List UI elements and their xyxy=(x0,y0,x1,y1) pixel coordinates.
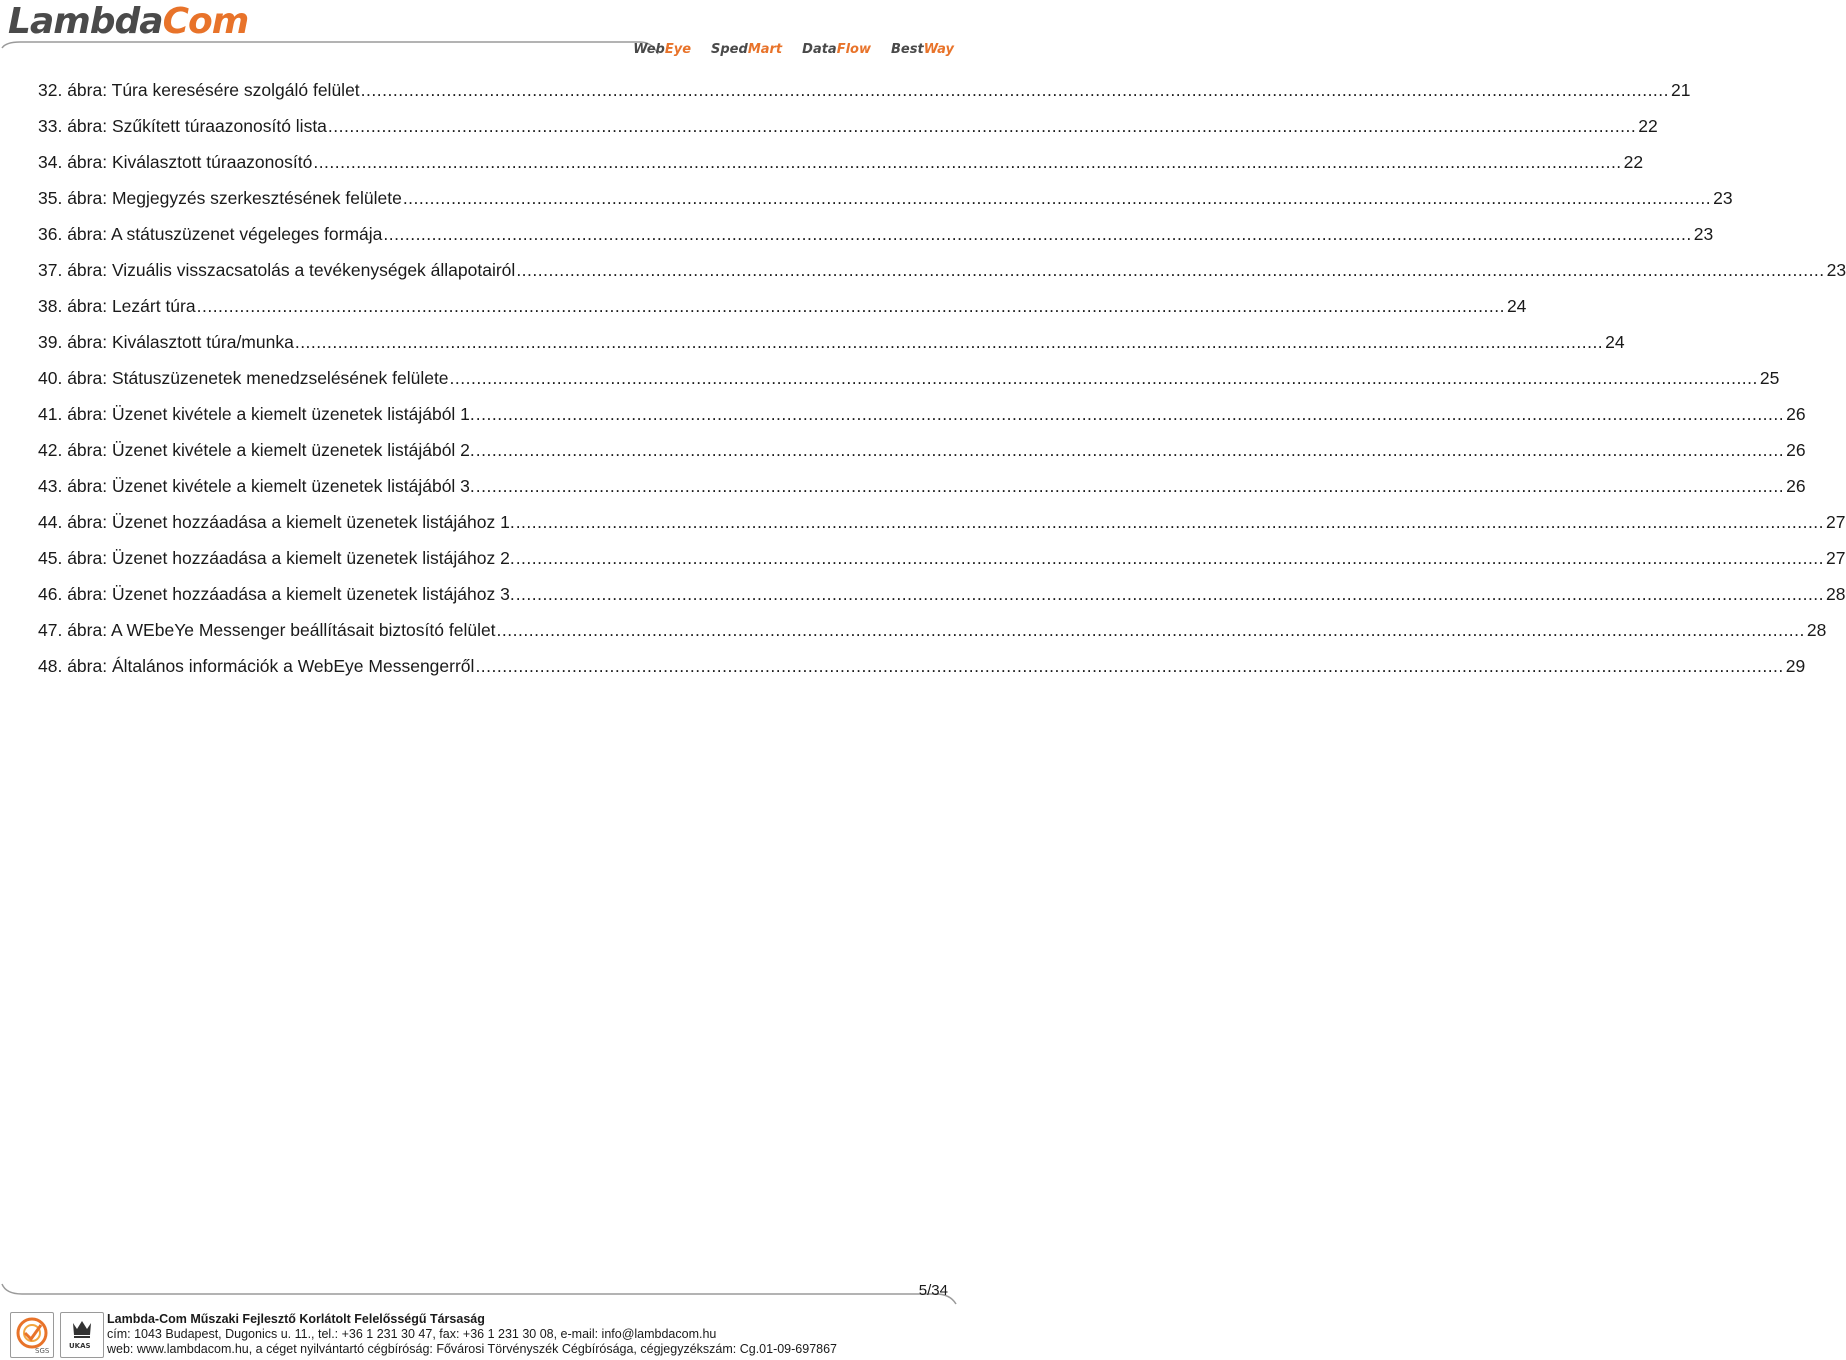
toc-dot-leader: .................................................................................................................................................................................................................................................... xyxy=(360,80,1670,100)
toc-entry[interactable] xyxy=(38,616,1827,652)
company-registry: web: www.lambdacom.hu, a céget nyilvántartó cégbíróság: Fővárosi Törvényszék Cégbírósága, cégjegyzékszám: Cg.01-09-697867 xyxy=(107,1342,838,1356)
toc-entry[interactable] xyxy=(38,292,1527,328)
toc-entry-label: 33. ábra: Szűkített túraazonosító lista xyxy=(38,116,327,136)
toc-entry-page: 22 xyxy=(1623,152,1644,172)
toc-entry-label: 37. ábra: Vizuális visszacsatolás a tevékenységek állapotairól xyxy=(38,260,516,280)
toc-entry-page: 26 xyxy=(1786,440,1806,460)
certification-badges xyxy=(10,1312,104,1358)
toc-dot-leader: .................................................................................................................................................................................................................................................... xyxy=(383,224,1692,244)
toc-entry-label: 47. ábra: A WEbeYe Messenger beállításait biztosító felület xyxy=(38,620,496,640)
company-address: cím: 1043 Budapest, Dugonics u. 11., tel.: +36 1 231 30 47, fax: +36 1 231 30 08, e-mail: info@lambdacom.hu xyxy=(107,1327,717,1341)
toc-entry[interactable] xyxy=(38,436,1806,472)
toc-entry-label: 40. ábra: Státuszüzenetek menedzselésének felülete xyxy=(38,368,449,388)
toc-dot-leader: .................................................................................................................................................................................................................................................... xyxy=(294,332,1604,352)
toc-entry-page: 23 xyxy=(1693,224,1714,244)
toc-dot-leader: .................................................................................................................................................................................................................................................... xyxy=(313,152,1622,172)
toc-entry[interactable] xyxy=(38,472,1806,508)
footer-swoosh-line xyxy=(0,1270,960,1310)
toc-entry[interactable] xyxy=(38,184,1733,220)
toc-entry[interactable] xyxy=(38,112,1658,148)
toc-entry-page: 23 xyxy=(1826,260,1846,280)
toc-entry-page: 24 xyxy=(1506,296,1527,316)
sgs-certification-badge xyxy=(10,1312,54,1358)
toc-entry-page: 24 xyxy=(1605,332,1625,352)
toc-entry[interactable] xyxy=(38,508,1846,544)
toc-dot-leader: .................................................................................................................................................................................................................................................... xyxy=(515,512,1825,532)
toc-dot-leader: .................................................................................................................................................................................................................................................... xyxy=(515,548,1825,568)
toc-entry-label: 34. ábra: Kiválasztott túraazonosító xyxy=(38,152,313,172)
ukas-certification-badge xyxy=(60,1312,104,1358)
toc-entry-label: 43. ábra: Üzenet kivétele a kiemelt üzenetek listájából 3. xyxy=(38,476,475,496)
toc-dot-leader: .................................................................................................................................................................................................................................................... xyxy=(196,296,1505,316)
toc-entry-page: 28 xyxy=(1826,584,1846,604)
toc-entry-label: 41. ábra: Üzenet kivétele a kiemelt üzenetek listájából 1. xyxy=(38,404,475,424)
toc-dot-leader: .................................................................................................................................................................................................................................................... xyxy=(475,440,1785,460)
sgs-seal-icon xyxy=(13,1315,51,1355)
toc-entry[interactable] xyxy=(38,256,1846,292)
toc-entry-page: 27 xyxy=(1826,548,1846,568)
toc-entry-label: 39. ábra: Kiválasztott túra/munka xyxy=(38,332,294,352)
product-spedmart: SpedMart xyxy=(711,42,783,57)
toc-entry[interactable] xyxy=(38,364,1780,400)
toc-entry-page: 26 xyxy=(1786,476,1806,496)
toc-entry[interactable] xyxy=(38,220,1714,256)
toc-entry-label: 48. ábra: Általános információk a WebEye Messengerről xyxy=(38,656,475,676)
product-dataflow: DataFlow xyxy=(802,42,871,57)
toc-entry-label: 44. ábra: Üzenet hozzáadása a kiemelt üzenetek listájához 1. xyxy=(38,512,515,532)
toc-dot-leader: .................................................................................................................................................................................................................................................... xyxy=(475,656,1784,676)
logo-text-lambda: Lambda xyxy=(8,1,163,42)
company-info xyxy=(107,1312,837,1357)
toc-entry-label: 38. ábra: Lezárt túra xyxy=(38,296,196,316)
toc-entry[interactable] xyxy=(38,400,1806,436)
toc-entry-page: 25 xyxy=(1759,368,1780,388)
toc-dot-leader: .................................................................................................................................................................................................................................................... xyxy=(475,476,1785,496)
toc-entry-label: 45. ábra: Üzenet hozzáadása a kiemelt üzenetek listájához 2. xyxy=(38,548,515,568)
logo-text-com: Com xyxy=(162,1,249,42)
toc-entry-label: 32. ábra: Túra keresésére szolgáló felület xyxy=(38,80,360,100)
company-name: Lambda-Com Műszaki Fejlesztő Korlátolt Felelősségű Társaság xyxy=(107,1312,485,1326)
toc-entry[interactable] xyxy=(38,544,1846,580)
toc-entry-label: 36. ábra: A státuszüzenet végeleges formája xyxy=(38,224,383,244)
toc-entry-page: 26 xyxy=(1786,404,1806,424)
toc-entry[interactable] xyxy=(38,652,1806,688)
product-webeye: WebEye xyxy=(633,42,692,57)
toc-dot-leader: .................................................................................................................................................................................................................................................... xyxy=(402,188,1712,208)
ukas-crown-icon xyxy=(63,1315,101,1355)
toc-entry-label: 46. ábra: Üzenet hozzáadása a kiemelt üzenetek listájához 3. xyxy=(38,584,515,604)
toc-dot-leader: .................................................................................................................................................................................................................................................... xyxy=(516,260,1825,280)
page-number: 5/34 xyxy=(918,1282,948,1299)
toc-dot-leader: .................................................................................................................................................................................................................................................... xyxy=(449,368,1758,388)
toc-dot-leader: .................................................................................................................................................................................................................................................... xyxy=(327,116,1637,136)
toc-entry[interactable] xyxy=(38,580,1846,616)
toc-entry-page: 23 xyxy=(1713,188,1733,208)
toc-dot-leader: .................................................................................................................................................................................................................................................... xyxy=(515,584,1825,604)
toc-dot-leader: .................................................................................................................................................................................................................................................... xyxy=(496,620,1805,640)
toc-entry-page: 21 xyxy=(1671,80,1691,100)
svg-text:SGS: SGS xyxy=(35,1347,50,1355)
toc-entry-page: 27 xyxy=(1826,512,1846,532)
toc-dot-leader: .................................................................................................................................................................................................................................................... xyxy=(475,404,1785,424)
toc-entry[interactable] xyxy=(38,328,1625,364)
product-brands xyxy=(633,42,954,57)
list-of-figures xyxy=(38,76,1846,688)
product-bestway: BestWay xyxy=(891,42,954,57)
toc-entry-page: 22 xyxy=(1638,116,1658,136)
toc-entry-label: 42. ábra: Üzenet kivétele a kiemelt üzenetek listájából 2. xyxy=(38,440,475,460)
toc-entry-page: 28 xyxy=(1806,620,1827,640)
toc-entry[interactable] xyxy=(38,148,1644,184)
svg-text:UKAS: UKAS xyxy=(69,1342,91,1350)
toc-entry[interactable] xyxy=(38,76,1691,112)
toc-entry-label: 35. ábra: Megjegyzés szerkesztésének felülete xyxy=(38,188,402,208)
toc-entry-page: 29 xyxy=(1785,656,1806,676)
